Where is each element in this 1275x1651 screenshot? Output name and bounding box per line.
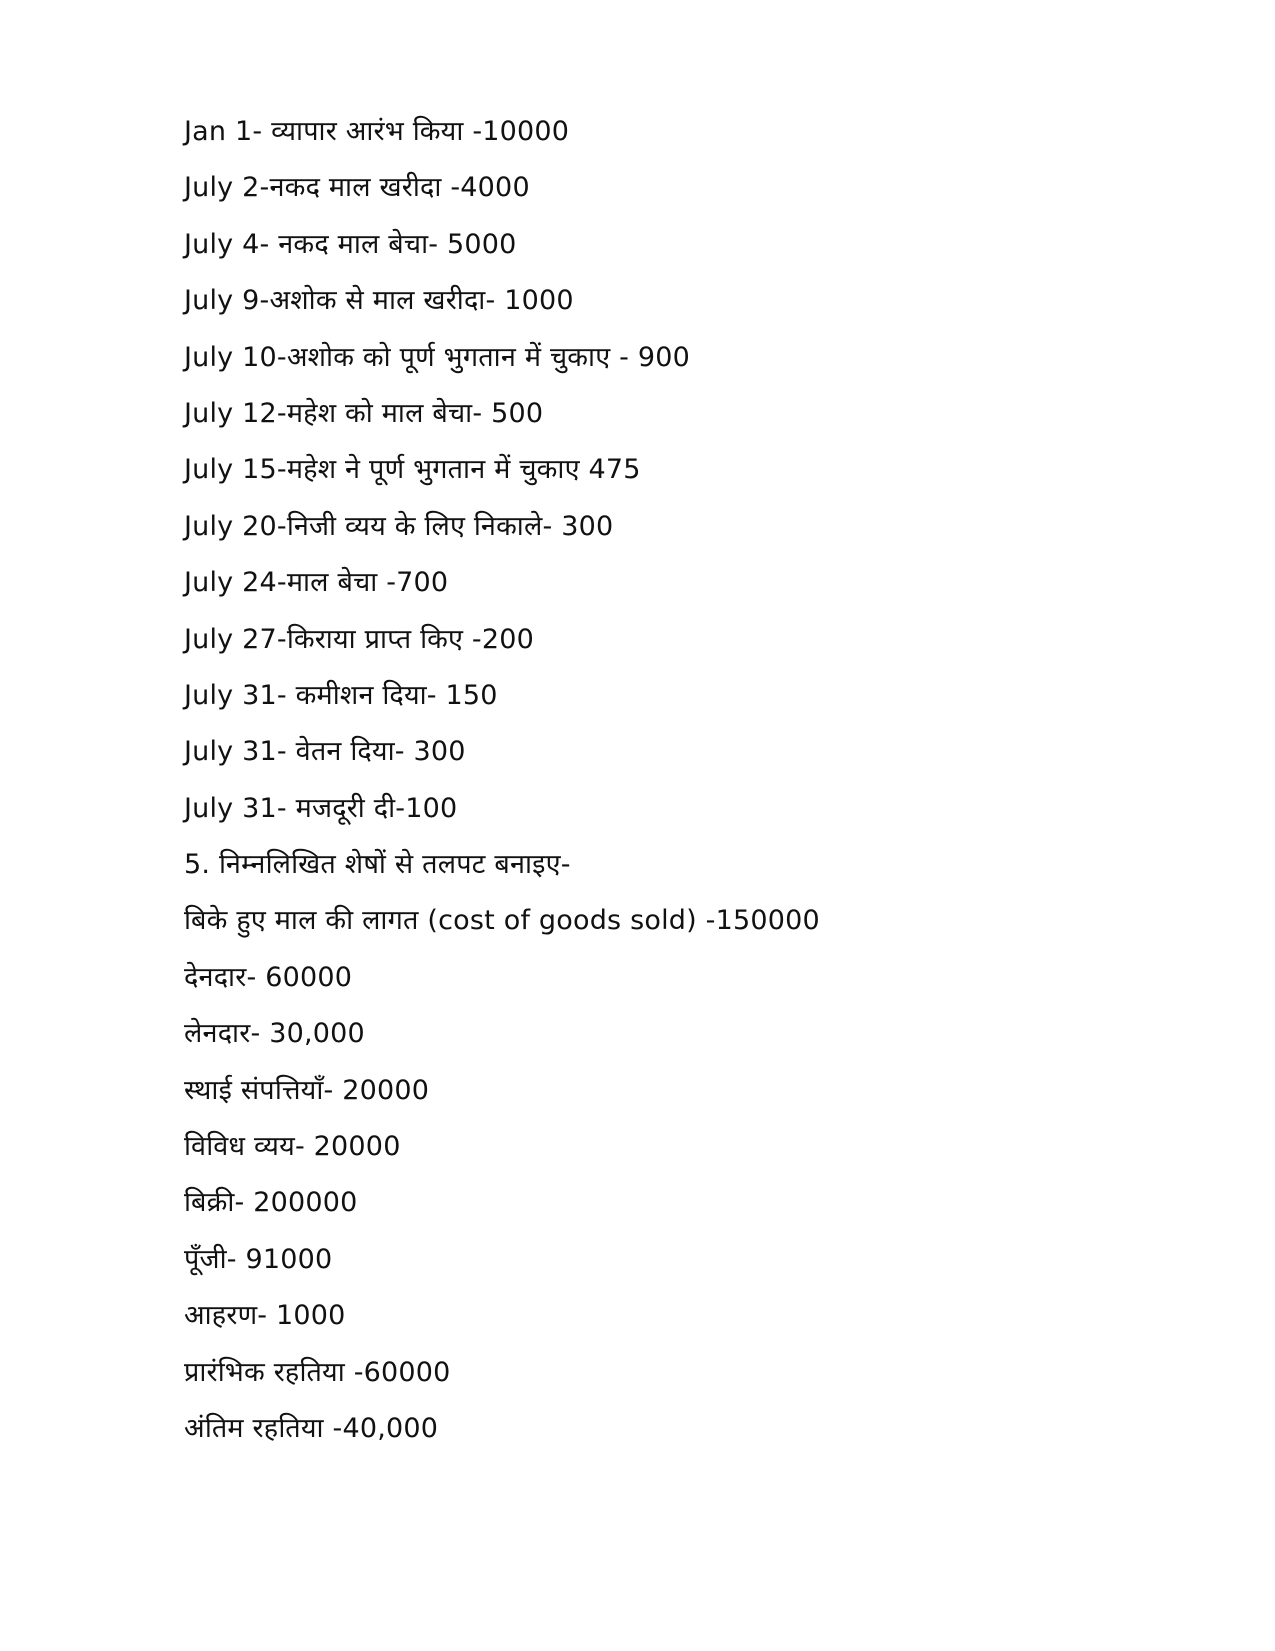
text-line: July 2-नकद माल खरीदा -4000: [184, 172, 530, 204]
text-line: Jan 1- व्यापार आरंभ किया -10000: [184, 116, 570, 147]
text-line: बिके हुए माल की लागत (cost of goods sold) -150000: [184, 905, 820, 937]
text-line: July 31- मजदूरी दी-100: [184, 792, 458, 824]
text-line: अंतिम रहतिया -40,000: [184, 1412, 439, 1444]
text-lines: [184, 104, 1084, 1457]
text-line: बिक्री- 200000: [184, 1187, 358, 1219]
text-line: July 27-किराया प्राप्त किए -200: [184, 623, 535, 655]
text-line: July 24-माल बेचा -700: [184, 567, 449, 599]
text-line: स्थाई संपत्तियाँ- 20000: [184, 1074, 430, 1106]
text-line: July 15-महेश ने पूर्ण भुगतान में चुकाए 475: [184, 454, 641, 486]
text-line: July 4- नकद माल बेचा- 5000: [184, 228, 517, 260]
text-line: July 31- कमीशन दिया- 150: [184, 679, 498, 711]
section-heading: 5. निम्नलिखित शेषों से तलपट बनाइए-: [184, 849, 571, 881]
text-line: July 31- वेतन दिया- 300: [184, 736, 466, 768]
text-line: July 9-अशोक से माल खरीदा- 1000: [184, 285, 574, 317]
text-line: July 20-निजी व्यय के लिए निकाले- 300: [184, 510, 614, 542]
text-line: देनदार- 60000: [184, 961, 353, 993]
text-line: आहरण- 1000: [184, 1300, 346, 1332]
text-line: July 12-महेश को माल बेचा- 500: [184, 397, 544, 429]
text-line: प्रारंभिक रहतिया -60000: [184, 1356, 451, 1388]
text-line: July 10-अशोक को पूर्ण भुगतान में चुकाए - 900: [184, 341, 690, 373]
text-line: लेनदार- 30,000: [184, 1018, 365, 1050]
text-line: पूँजी- 91000: [184, 1243, 333, 1275]
text-line: विविध व्यय- 20000: [184, 1131, 401, 1163]
